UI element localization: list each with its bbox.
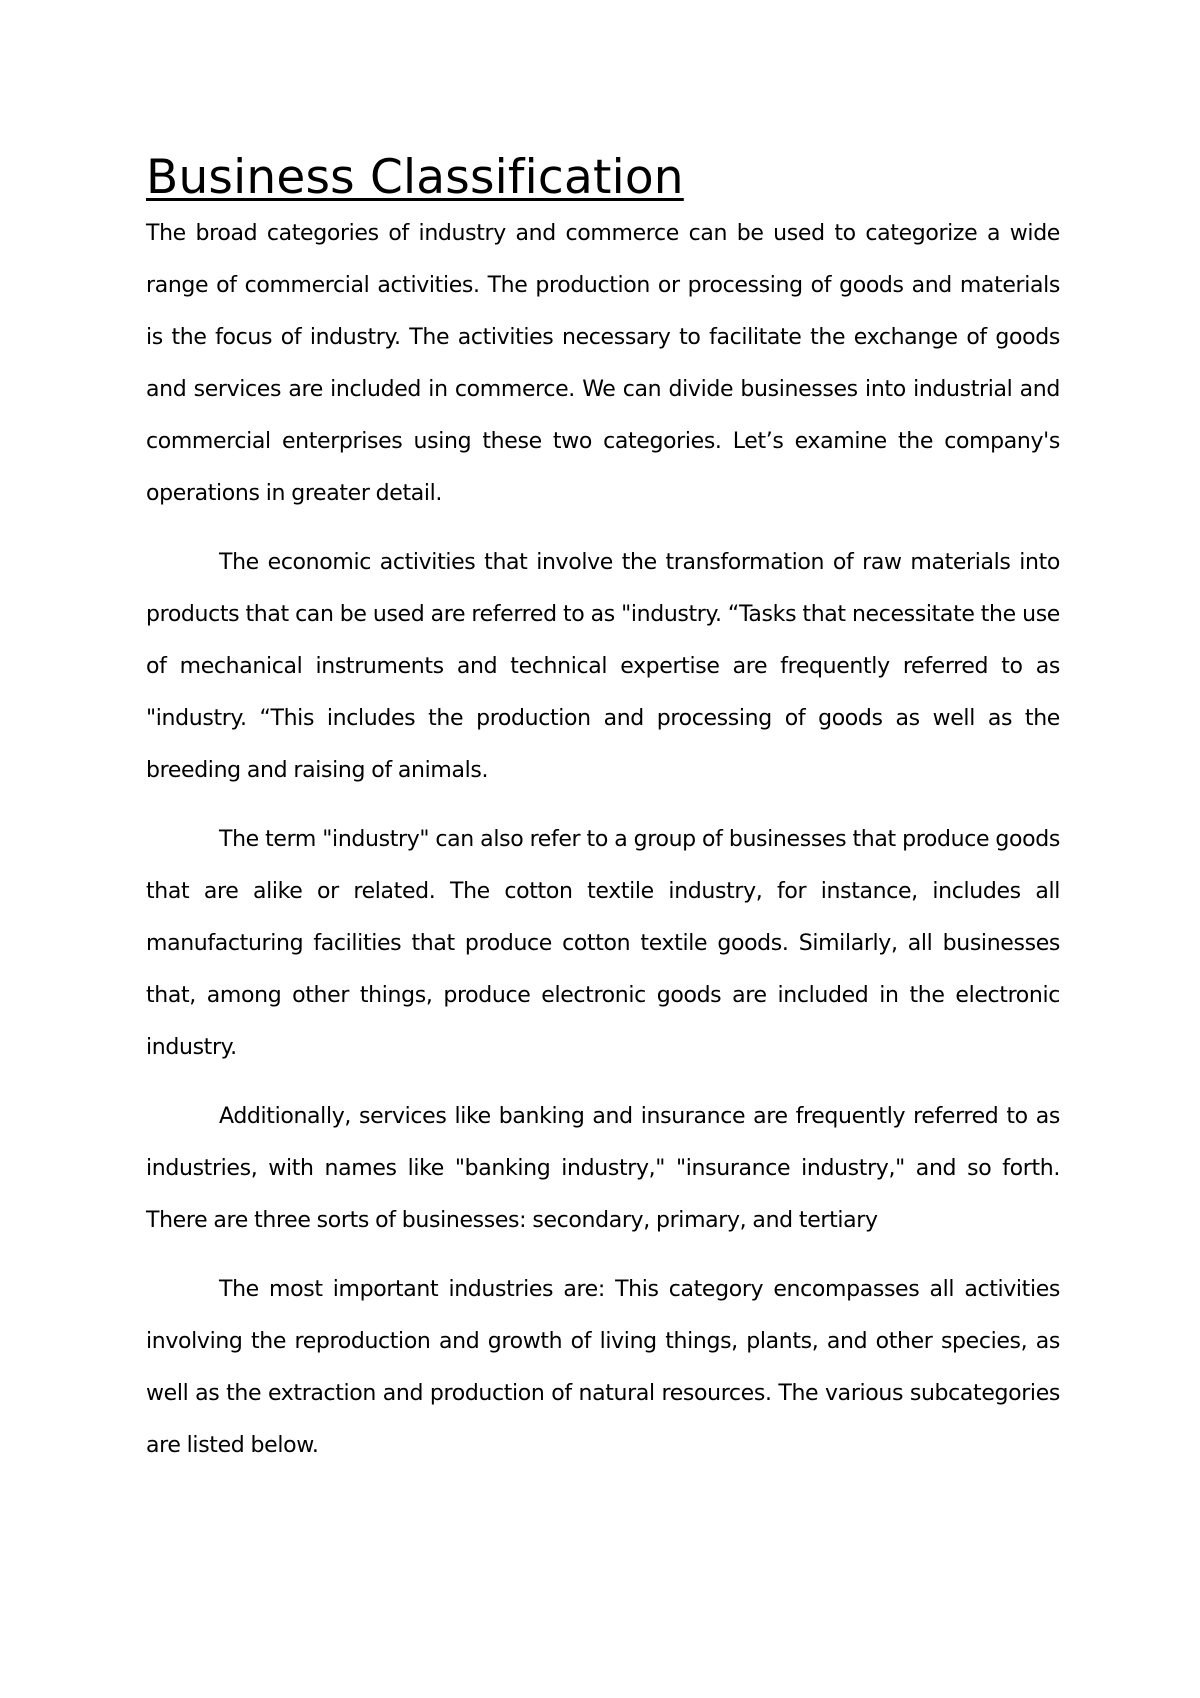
document-title: Business Classification [146, 150, 684, 205]
paragraph-industry-group: The term "industry" can also refer to a group of businesses that produce goods that are alike or related. The cotton textile industry, for instance, includes all manufacturing facilities that produce cotton textile goods. Similarly, all businesses that, among other things, produce electronic goods are included in the electronic industry. [146, 827, 1060, 1060]
paragraph-intro: The broad categories of industry and commerce can be used to categorize a wide range of commercial activities. The production or processing of goods and materials is the focus of industry. The activities necessary to facilitate the exchange of goods and services are included in commerce. We can divide businesses into industrial and commercial enterprises using these two categories. Let’s examine the company's operations in greater detail. [146, 221, 1060, 506]
document-body [146, 148, 1060, 1472]
paragraph-service-industries: Additionally, services like banking and insurance are frequently referred to as industries, with names like "banking industry," "insurance industry," and so forth. There are three sorts of businesses: secondary, primary, and tertiary [146, 1104, 1060, 1233]
paragraph-industry-definition: The economic activities that involve the transformation of raw materials into products that can be used are referred to as "industry. “Tasks that necessitate the use of mechanical instruments and technical expertise are frequently referred to as "industry. “This includes the production and processing of goods as well as the breeding and raising of animals. [146, 550, 1060, 783]
paragraph-primary-industries: The most important industries are: This category encompasses all activities involving the reproduction and growth of living things, plants, and other species, as well as the extraction and production of natural resources. The various subcategories are listed below. [146, 1277, 1060, 1458]
